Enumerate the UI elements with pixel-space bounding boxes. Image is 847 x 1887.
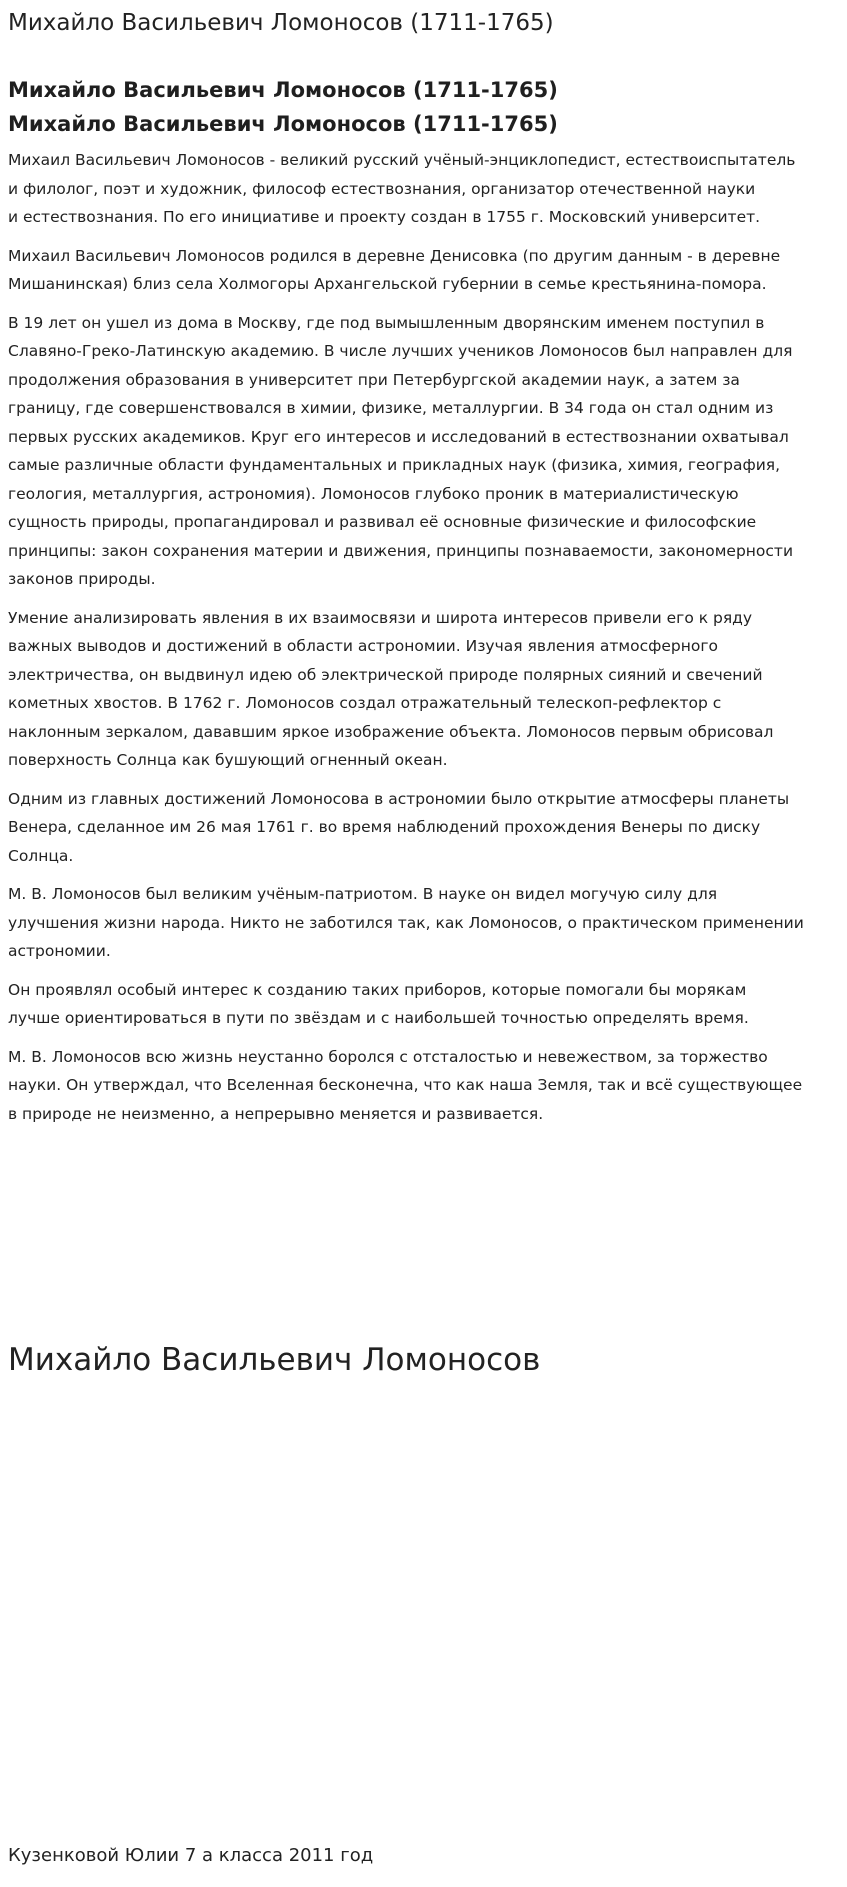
paragraph-patriot: М. В. Ломоносов был великим учёным-патриотом. В науке он видел могучую силу для улучшения жизни народа. Никто не заботился так, как Ломоносов, о практическом применении астрономии.: [8, 885, 804, 960]
large-title: Михайло Васильевич Ломоносов: [8, 1342, 541, 1378]
page-title: Михайло Васильевич Ломоносов (1711-1765): [8, 10, 554, 36]
author-credit: Кузенковой Юлии 7 а класса 2011 год: [8, 1845, 374, 1866]
paragraph-education: В 19 лет он ушел из дома в Москву, где под вымышленным дворянским именем поступил в Славяно-Греко-Латинскую академию. В числе лучших учеников Ломоносов был направлен для продолжения образования в университет при Петербургской академии наук, а затем за границу, где совершенствовался в химии, физике, металлургии. В 34 года он стал одним из первых русских академиков. Круг его интересов и исследований в естествознании охватывал самые различные области фундаментальных и прикладных наук (физика, химия, география, геология, металлургия, астрономия). Ломоносов глубоко проник в материалистическую сущность природы, пропагандировал и развивал её основные физические и философские принципы: закон сохранения материи и движения, принципы познаваемости, закономерности законов природы.: [8, 313, 794, 588]
paragraph-venus: Одним из главных достижений Ломоносова в астрономии было открытие атмосферы планеты Венера, сделанное им 26 мая 1761 г. во время наблюдений прохождения Венеры по диску Солнца.: [8, 789, 790, 865]
section-heading: Михайло Васильевич Ломоносов (1711-1765): [8, 78, 558, 102]
paragraph-instruments: Он проявлял особый интерес к созданию таких приборов, которые помогали бы морякам лучше ориентироваться в пути по звёздам и с наибольшей точностью определять время.: [8, 980, 749, 1027]
section-heading-repeat: Михайло Васильевич Ломоносов (1711-1765): [8, 112, 558, 136]
paragraph-astronomy: Умение анализировать явления в их взаимосвязи и широта интересов привели его к ряду важных выводов и достижений в области астрономии. Изучая явления атмосферного электричества, он выдвинул идею об электрической природе полярных сияний и свечений кометных хвостов. В 1762 г. Ломоносов создал отражательный телескоп-рефлектор с наклонным зеркалом, дававшим яркое изображение объекта. Ломоносов первым обрисовал поверхность Солнца как бушующий огненный океан.: [8, 608, 774, 769]
paragraph-universe: М. В. Ломоносов всю жизнь неустанно боролся с отсталостью и невежеством, за торжество науки. Он утверждал, что Вселенная бесконечна, что как наша Земля, так и всё существующее в природе не неизменно, а непрерывно меняется и развивается.: [8, 1047, 803, 1123]
paragraph-birth: Михаил Васильевич Ломоносов родился в деревне Денисовка (по другим данным - в деревне Мишанинская) близ села Холмогоры Архангельской губернии в семье крестьянина-помора.: [8, 246, 781, 293]
paragraph-intro: Михаил Васильевич Ломоносов - великий русский учёный-энциклопедист, естествоиспытатель и филолог, поэт и художник, философ естествознания, организатор отечественной науки и естествознания. По его инициативе и проекту создан в 1755 г. Московский университет.: [8, 151, 796, 226]
article-body: [8, 146, 843, 1138]
